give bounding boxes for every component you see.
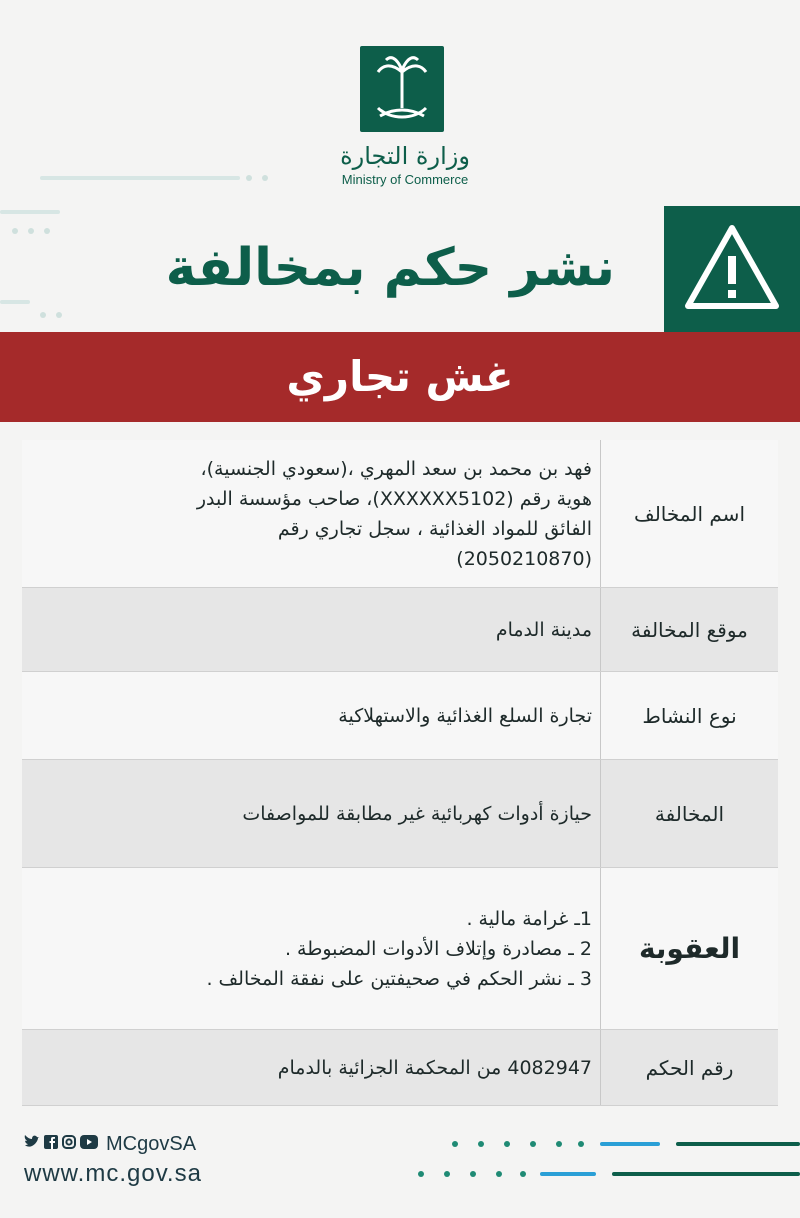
table-row-activity-type: [22, 672, 778, 760]
value-line: مدينة الدمام: [495, 618, 592, 641]
youtube-icon[interactable]: [80, 1134, 98, 1153]
row-value: [32, 868, 592, 1029]
value-line: هوية رقم (XXXXXX5102)، صاحب مؤسسة البدر: [196, 487, 592, 510]
row-value: [32, 1030, 592, 1105]
row-value: [32, 760, 592, 867]
social-icons: [24, 1134, 98, 1153]
value-line: 3 ـ نشر الحكم في صحيفتين على نفقة المخالف .: [206, 967, 592, 990]
table-row-verdict-number: [22, 1030, 778, 1106]
row-label: نوع النشاط: [600, 672, 778, 759]
violation-type-banner: غش تجاري: [0, 332, 800, 422]
row-label: موقع المخالفة: [600, 588, 778, 671]
warning-triangle-icon: [664, 206, 800, 332]
instagram-icon[interactable]: [62, 1134, 76, 1153]
row-value: [32, 588, 592, 671]
facebook-icon[interactable]: [44, 1134, 58, 1153]
warning-box: [664, 206, 800, 332]
website-link[interactable]: www.mc.gov.sa: [24, 1160, 202, 1187]
value-line: 1ـ غرامة مالية .: [466, 907, 592, 930]
row-label: المخالفة: [600, 760, 778, 867]
table-row-violation: [22, 760, 778, 868]
table-row-violator-name: [22, 440, 778, 588]
row-label: رقم الحكم: [600, 1030, 778, 1105]
value-line: (2050210870): [456, 547, 592, 570]
row-value: [32, 440, 592, 587]
row-label: العقوبة: [600, 868, 778, 1029]
social-handle[interactable]: MCgovSA: [106, 1133, 197, 1155]
row-label: اسم المخالف: [600, 440, 778, 587]
value-line: 4082947 من المحكمة الجزائية بالدمام: [277, 1056, 592, 1079]
ministry-logo: [330, 42, 480, 192]
ministry-name-arabic: وزارة التجارة: [340, 142, 470, 170]
twitter-icon[interactable]: [24, 1134, 40, 1153]
table-row-penalty: [22, 868, 778, 1030]
value-line: 2 ـ مصادرة وإتلاف الأدوات المضبوطة .: [284, 937, 592, 960]
page-title: نشر حكم بمخالفة: [165, 238, 615, 298]
value-line: فهد بن محمد بن سعد المهري ،(سعودي الجنسية)،: [200, 457, 592, 480]
table-row-location: [22, 588, 778, 672]
value-line: تجارة السلع الغذائية والاستهلاكية: [338, 704, 592, 727]
value-line: الفائق للمواد الغذائية ، سجل تجاري رقم: [277, 517, 592, 540]
value-line: حيازة أدوات كهربائية غير مطابقة للمواصفات: [242, 802, 592, 825]
palm-swords-emblem-icon: [360, 46, 444, 132]
row-value: [32, 672, 592, 759]
ministry-name-english: Ministry of Commerce: [341, 172, 469, 187]
